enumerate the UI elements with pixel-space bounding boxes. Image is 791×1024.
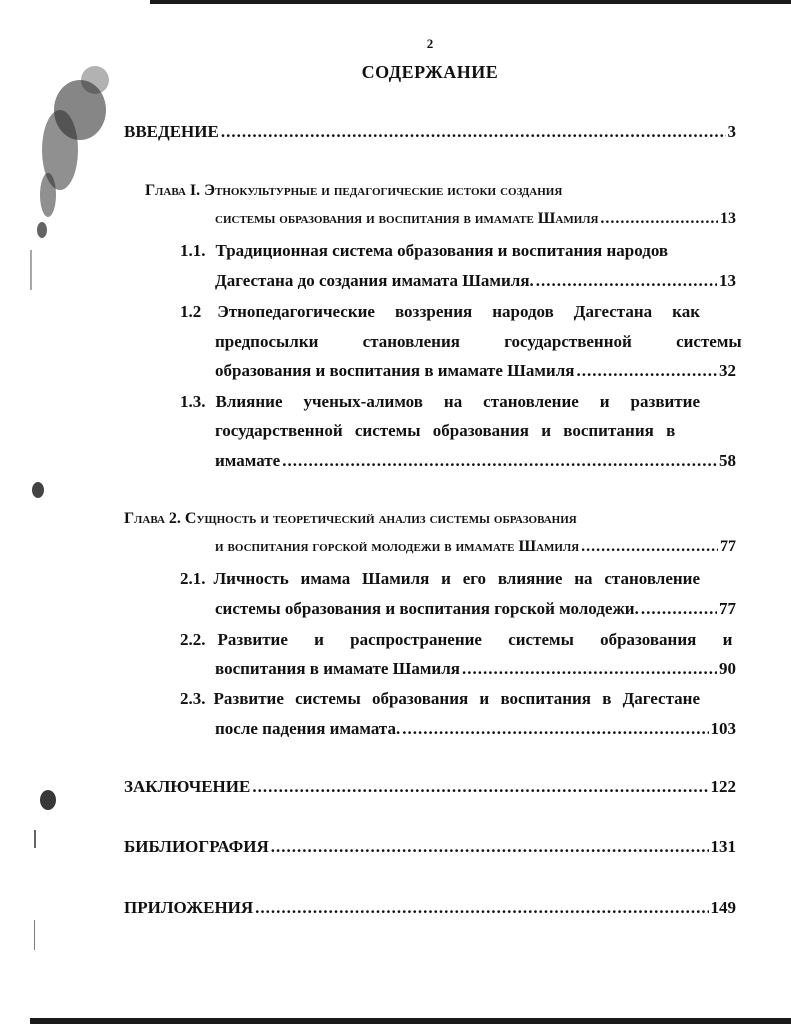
toc-label: имамате (215, 451, 281, 470)
toc-label: воспитания в имамате Шамиля (215, 659, 460, 678)
toc-page: 13 (719, 271, 736, 290)
toc-label: системы образования и воспитания в имамате Шамиля (215, 210, 599, 227)
leader-dots (252, 777, 708, 797)
toc-entry-intro (124, 122, 736, 142)
toc-label: системы образования и воспитания горской молодежи. (215, 599, 639, 618)
chapter1-heading-line1: Глава I. Этнокультурные и педагогические истоки создания (145, 182, 563, 199)
toc-page: 32 (719, 361, 736, 380)
section-2-2-line1 (180, 630, 733, 650)
toc-entry-section-2-2 (215, 659, 736, 679)
section-2-3-line1 (180, 689, 700, 709)
toc-page: 77 (720, 538, 736, 555)
toc-label: образования и воспитания в имамате Шамиля (215, 361, 575, 380)
toc-page: 149 (710, 898, 736, 917)
section-text: Этнопедагогические воззрения народов Дагестана как (217, 302, 700, 321)
section-text: Развитие системы образования и воспитания в Дагестане (213, 689, 700, 708)
leader-dots (221, 122, 726, 142)
toc-label: БИБЛИОГРАФИЯ (124, 837, 269, 856)
leader-dots (271, 837, 709, 857)
leader-dots (462, 659, 717, 679)
toc-entry-bibliography (124, 837, 736, 857)
section-number: 1.2 (180, 302, 202, 321)
leader-dots (536, 271, 717, 291)
chapter2-heading-line1: Глава 2. Сущность и теоретический анализ системы образования (124, 510, 577, 527)
leader-dots (282, 451, 717, 471)
toc-page: 3 (727, 122, 736, 141)
leader-dots (600, 210, 718, 228)
section-text: Развитие и распространение системы образования и (217, 630, 733, 649)
section-number: 1.1. (180, 241, 206, 260)
leader-dots (581, 538, 718, 556)
toc-entry-chapter2 (215, 538, 736, 556)
leader-dots (641, 599, 717, 619)
section-text: Личность имама Шамиля и его влияние на становление (213, 569, 700, 588)
section-text: Влияние ученых-алимов на становление и развитие (215, 392, 700, 411)
section-number: 1.3. (180, 392, 206, 411)
toc-entry-section-1-2 (215, 361, 736, 381)
toc-entry-section-1-1 (215, 271, 736, 291)
toc-label: Дагестана до создания имамата Шамиля. (215, 271, 534, 290)
toc-page: 13 (720, 210, 736, 227)
toc-page: 122 (710, 777, 736, 796)
toc-label: и воспитания горской молодежи в имамате Шамиля (215, 538, 580, 555)
section-1-2-line1 (180, 302, 700, 322)
toc-page: 103 (710, 719, 736, 738)
toc-page: 77 (719, 599, 736, 618)
toc-label: ЗАКЛЮЧЕНИЕ (124, 777, 251, 796)
section-1-3-line2: государственной системы образования и воспитания в (215, 421, 676, 440)
section-number: 2.1. (180, 569, 206, 588)
toc-entry-section-2-1 (215, 599, 736, 619)
section-number: 2.2. (180, 630, 206, 649)
toc-entry-conclusion (124, 777, 736, 797)
leader-dots (402, 719, 708, 739)
section-number: 2.3. (180, 689, 206, 708)
section-1-2-line2: предпосылки становления государственной системы (215, 332, 742, 351)
toc-page: 131 (710, 837, 736, 856)
section-1-1-line1 (180, 241, 700, 261)
section-text: Традиционная система образования и воспитания народов (215, 241, 669, 260)
page-number: 2 (426, 36, 434, 51)
page-title: СОДЕРЖАНИЕ (361, 62, 499, 82)
leader-dots (255, 898, 708, 918)
section-1-3-line1 (180, 392, 700, 412)
leader-dots (576, 361, 717, 381)
toc-label: после падения имамата. (215, 719, 401, 738)
toc-label: ВВЕДЕНИЕ (124, 122, 219, 141)
toc-entry-chapter1 (215, 210, 736, 228)
toc-page: 90 (719, 659, 736, 678)
toc-label: ПРИЛОЖЕНИЯ (124, 898, 254, 917)
toc-entry-appendices (124, 898, 736, 918)
section-2-1-line1 (180, 569, 700, 589)
toc-entry-section-2-3 (215, 719, 736, 739)
toc-entry-section-1-3 (215, 451, 736, 471)
toc-page: 58 (719, 451, 736, 470)
